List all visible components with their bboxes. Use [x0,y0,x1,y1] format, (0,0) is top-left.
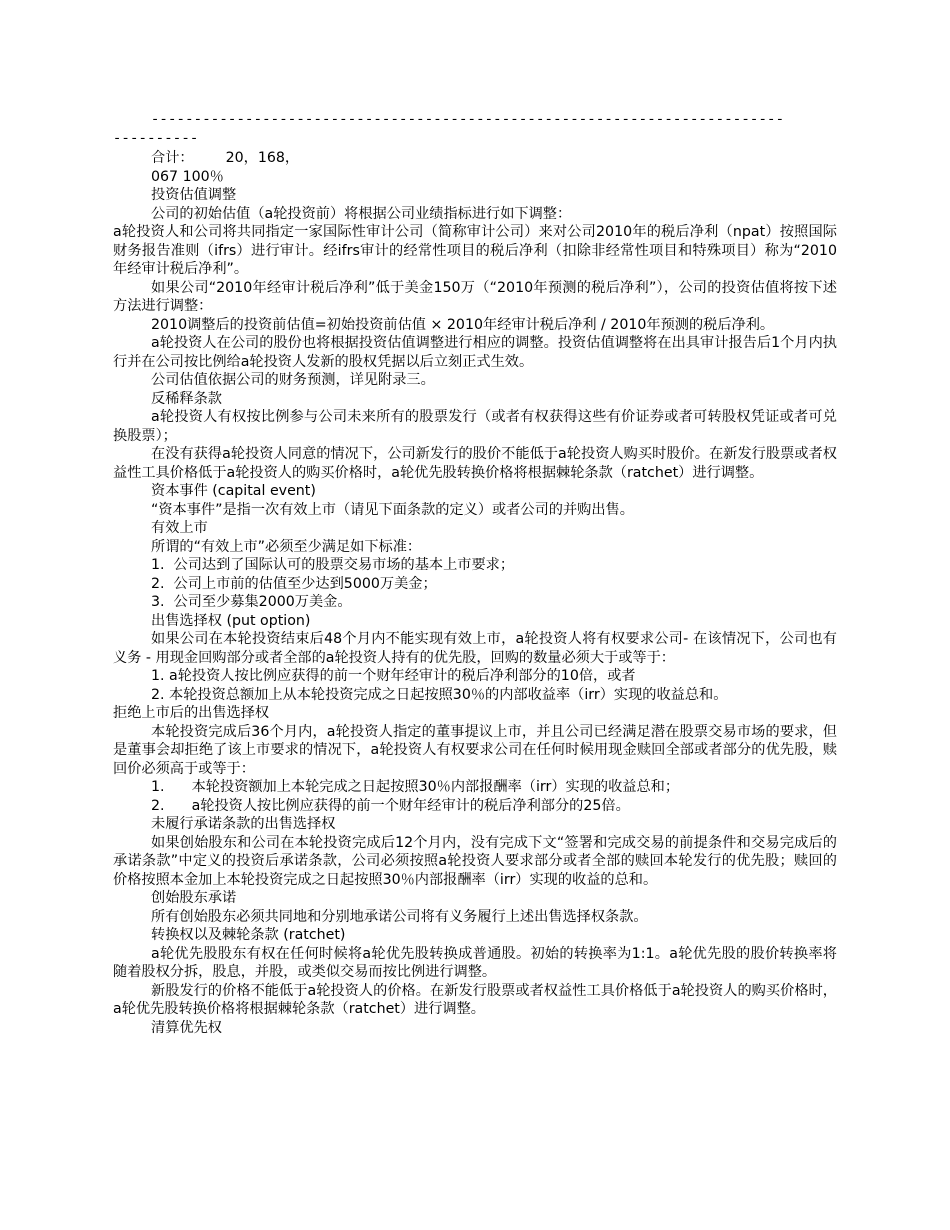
paragraph: 如果创始股东和公司在本轮投资完成后12个月内，没有完成下文“签署和完成交易的前提条件和交易完成后的承诺条款”中定义的投资后承诺条款，公司必须按照a轮投资人要求部分或者全部的赎回本轮发行的优先股；赎回的价格按照本金加上本轮投资完成之日起按照30％内部报酬率（irr）实现的收益的总和。 [113,834,837,888]
list-item: 2. 本轮投资总额加上从本轮投资完成之日起按照30％的内部收益率（irr）实现的收益总和。 [151,686,728,703]
paragraph: 新股发行的价格不能低于a轮投资人的价格。在新发行股票或者权益性工具价格低于a轮投资人的购买价格时，a轮优先股转换价格将根据棘轮条款（ratchet）进行调整。 [113,982,837,1017]
paragraph: 公司估值依据公司的财务预测，详见附录三。 [151,372,435,388]
heading-capital-event: 资本事件 (capital event) [151,483,316,499]
list-item: 2. a轮投资人按比例应获得的前一个财年经审计的税后净利部分的25倍。 [151,797,630,814]
paragraph: a轮优先股股东有权在任何时候将a轮优先股转换成普通股。初始的转换率为1:1。a轮优先股的股价转换率将随着股权分拆，股息，并股，或类似交易而按比例进行调整。 [113,945,837,980]
paragraph: 本轮投资完成后36个月内，a轮投资人指定的董事提议上市，并且公司已经满足潜在股票交易市场的要求，但是董事会却拒绝了该上市要求的情况下，a轮投资人有权要求公司在任何时候用现金赎回全部或者部分的优先股，赎回价必须高于或等于： [113,723,837,777]
paragraph: 公司的初始估值（a轮投资前）将根据公司业绩指标进行如下调整： [151,205,572,222]
paragraph: 所谓的“有效上市”必须至少满足如下标准： [151,538,422,555]
list-item: 1. 公司达到了国际认可的股票交易市场的基本上市要求； [151,557,515,573]
heading-put-option: 出售选择权 (put option) [151,612,311,629]
paragraph: 如果公司“2010年经审计税后净利”低于美金150万（“2010年预测的税后净利”），公司的投资估值将按下述方法进行调整： [113,279,837,314]
list-item: 3. 公司至少募集2000万美金。 [151,594,352,610]
paragraph: a轮投资人和公司将共同指定一家国际性审计公司（简称审计公司）来对公司2010年的税后净利（npat）按照国际财务报告准则（ifrs）进行审计。经ifrs审计的经常性项目的税后净利（扣除非经常性项目和特殊项目）称为“2010年经审计税后净利”。 [113,224,837,277]
total-label: 合计： [151,150,194,166]
total-line [113,149,837,168]
heading-valuation-adjustment: 投资估值调整 [151,187,237,203]
list-item: 2. 公司上市前的估值至少达到5000万美金； [151,575,437,592]
list-item: 1. 本轮投资额加上本轮完成之日起按照30％内部报酬率（irr）实现的收益总和； [151,779,680,795]
total-value: 20，168， [225,150,300,166]
paragraph: “资本事件”是指一次有效上市（请见下面条款的定义）或者公司的并购出售。 [151,501,634,518]
heading-anti-dilution: 反稀释条款 [151,390,222,407]
paragraph: a轮投资人在公司的股份也将根据投资估值调整进行相应的调整。投资估值调整将在出具审计报告后1个月内执行并在公司按比例给a轮投资人发新的股权凭据以后立刻正式生效。 [113,335,837,370]
heading-put-after-rejected-ipo: 拒绝上市后的出售选择权 [113,705,270,721]
paragraph: 所有创始股东必须共同地和分别地承诺公司将有义务履行上述出售选择权条款。 [151,908,648,925]
heading-qualified-ipo: 有效上市 [151,520,208,536]
paragraph: 在没有获得a轮投资人同意的情况下，公司新发行的股价不能低于a轮投资人购买时股价。在新发行股票或者权益性工具价格低于a轮投资人的购买价格时，a轮优先股转换价格将根据棘轮条款（ratchet）进行调整。 [113,446,837,481]
total-value-continued: 067 100％ [151,168,224,185]
heading-put-unfulfilled-covenants: 未履行承诺条款的出售选择权 [151,816,336,832]
separator-line: -------------------------------------------------------------------------- [151,113,785,128]
document-page [113,112,837,1037]
heading-liquidation-preference: 清算优先权 [151,1019,222,1036]
separator-line-continued: ---------- [113,131,199,147]
paragraph: a轮投资人有权按比例参与公司未来所有的股票发行（或者有权获得这些有价证券或者可转股权凭证或者可兑换股票）； [113,409,837,444]
heading-conversion-ratchet: 转换权以及棘轮条款 (ratchet) [151,927,346,943]
paragraph: 如果公司在本轮投资结束后48个月内不能实现有效上市，a轮投资人将有权要求公司- 在该情况下，公司也有义务 - 用现金回购部分或者全部的a轮投资人持有的优先股，回购的数量必须大于或等于： [113,631,837,666]
list-item: 1. a轮投资人按比例应获得的前一个财年经审计的税后净利部分的10倍，或者 [151,668,636,684]
formula-paragraph: 2010调整后的投资前估值=初始投资前估值 × 2010年经审计税后净利 / 2010年预测的税后净利。 [151,316,775,333]
heading-founder-commitment: 创始股东承诺 [151,890,237,906]
